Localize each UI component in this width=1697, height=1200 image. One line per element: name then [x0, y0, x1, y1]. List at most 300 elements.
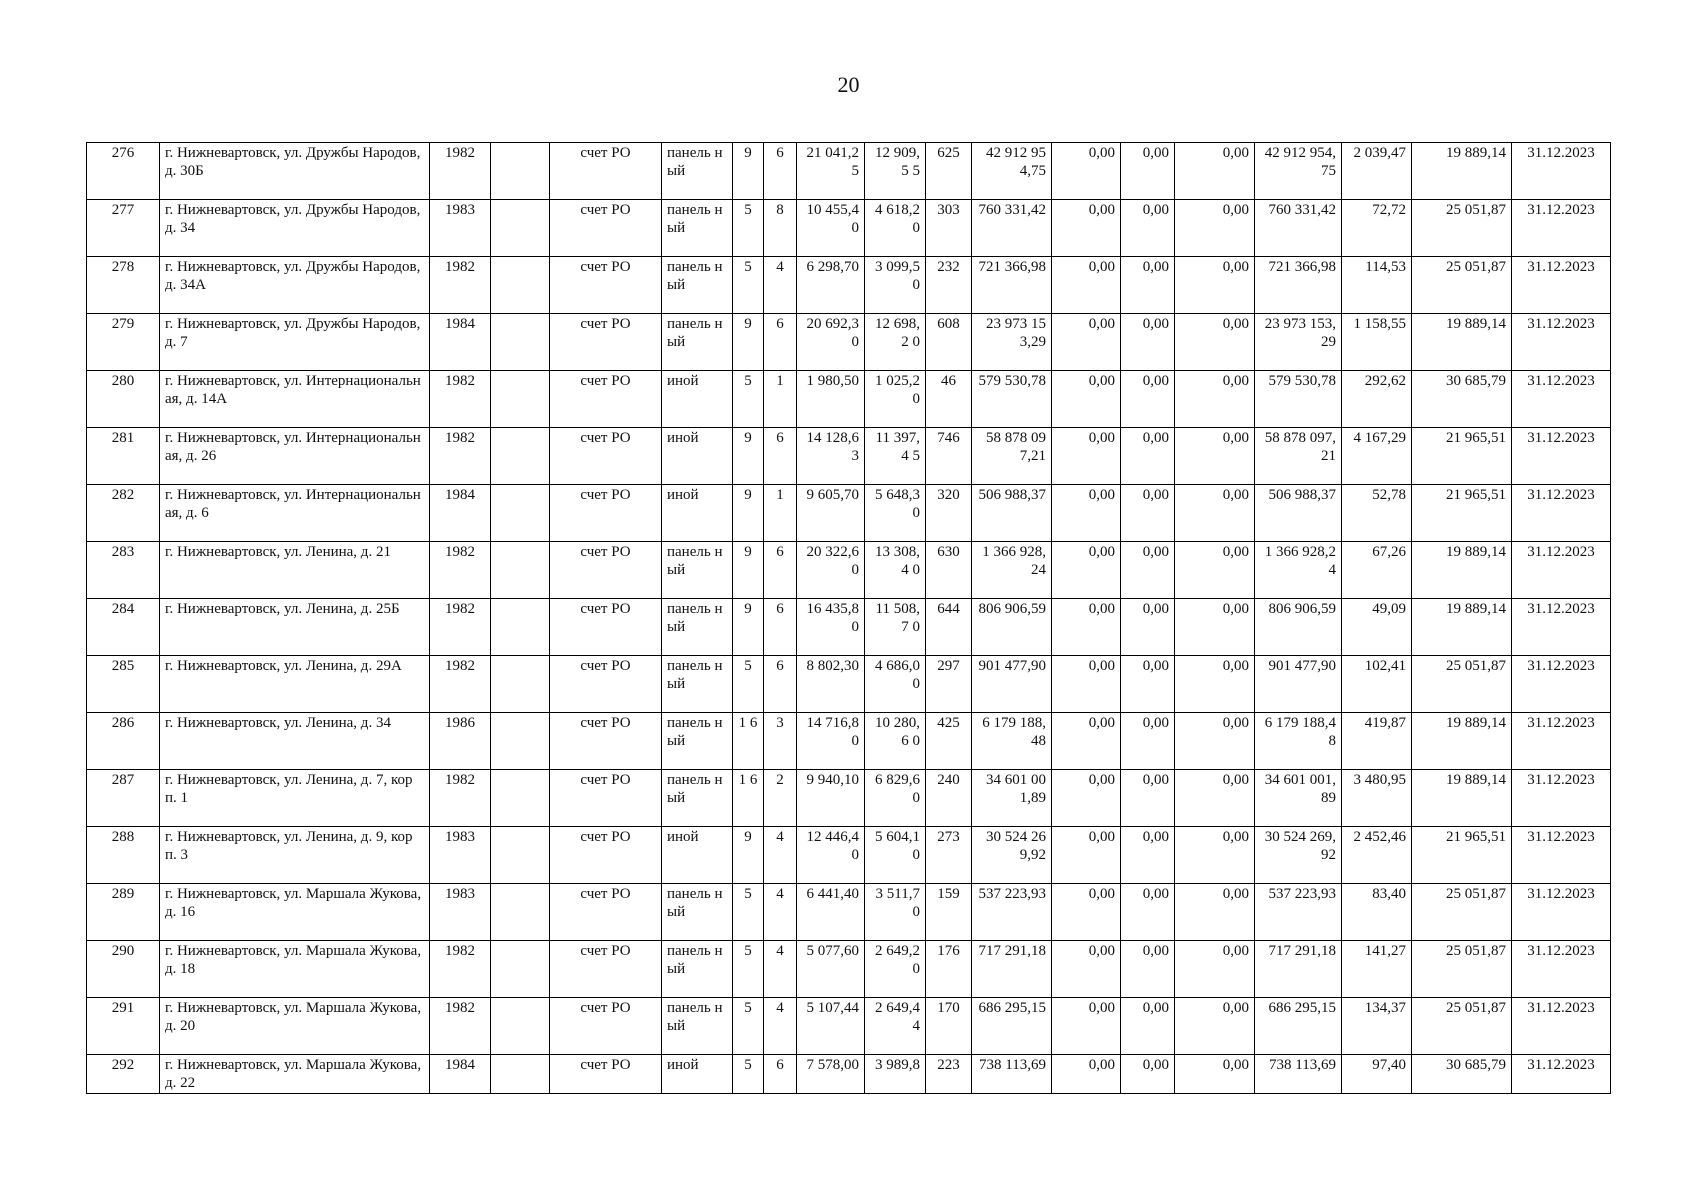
regional-funds-cell: 0,00 — [1121, 770, 1175, 827]
entrances-cell: 6 — [764, 1055, 797, 1094]
commission-year-cell: 1983 — [430, 884, 491, 941]
empty-cell — [491, 1055, 550, 1094]
owners-funds-cell: 537 223,93 — [1255, 884, 1342, 941]
unit-cost-cell: 72,72 — [1342, 200, 1412, 257]
unit-cost-cell: 141,27 — [1342, 941, 1412, 998]
row-number-cell: 288 — [87, 827, 160, 884]
completion-date-cell: 31.12.2023 — [1512, 941, 1611, 998]
limit-cost-cell: 30 685,79 — [1412, 371, 1512, 428]
residents-cell: 176 — [926, 941, 972, 998]
wall-material-cell: панель ный — [662, 998, 733, 1055]
local-funds-cell: 0,00 — [1175, 143, 1255, 200]
completion-date-cell: 31.12.2023 — [1512, 599, 1611, 656]
empty-cell — [491, 827, 550, 884]
address-cell: г. Нижневартовск, ул. Интернациональная, д. 26 — [160, 428, 430, 485]
owners-funds-cell: 6 179 188,48 — [1255, 713, 1342, 770]
federal-funds-cell: 0,00 — [1052, 485, 1121, 542]
page-number: 20 — [837, 72, 860, 97]
empty-cell — [491, 770, 550, 827]
fund-method-cell: счет РО — [550, 998, 662, 1055]
address-cell: г. Нижневартовск, ул. Маршала Жукова, д. 16 — [160, 884, 430, 941]
floors-cell: 5 — [733, 200, 764, 257]
completion-date-cell: 31.12.2023 — [1512, 143, 1611, 200]
residents-cell: 630 — [926, 542, 972, 599]
regional-funds-cell: 0,00 — [1121, 884, 1175, 941]
fund-method-cell: счет РО — [550, 314, 662, 371]
total-area-cell: 9 940,10 — [797, 770, 865, 827]
floors-cell: 5 — [733, 371, 764, 428]
row-number-cell: 279 — [87, 314, 160, 371]
owners-funds-cell: 738 113,69 — [1255, 1055, 1342, 1094]
table-row — [87, 314, 1611, 371]
federal-funds-cell: 0,00 — [1052, 1055, 1121, 1094]
limit-cost-cell: 19 889,14 — [1412, 713, 1512, 770]
registry-table — [86, 142, 1611, 1094]
owners-funds-cell: 34 601 001,89 — [1255, 770, 1342, 827]
limit-cost-cell: 21 965,51 — [1412, 827, 1512, 884]
total-area-cell: 14 128,63 — [797, 428, 865, 485]
premises-area-cell: 12 909,5 5 — [865, 143, 926, 200]
wall-material-cell: панель ный — [662, 542, 733, 599]
unit-cost-cell: 67,26 — [1342, 542, 1412, 599]
federal-funds-cell: 0,00 — [1052, 827, 1121, 884]
total-area-cell: 6 298,70 — [797, 257, 865, 314]
commission-year-cell: 1984 — [430, 314, 491, 371]
address-cell: г. Нижневартовск, ул. Маршала Жукова, д. 22 — [160, 1055, 430, 1094]
limit-cost-cell: 30 685,79 — [1412, 1055, 1512, 1094]
local-funds-cell: 0,00 — [1175, 542, 1255, 599]
fund-method-cell: счет РО — [550, 770, 662, 827]
table-row — [87, 827, 1611, 884]
address-cell: г. Нижневартовск, ул. Интернациональная, д. 6 — [160, 485, 430, 542]
address-cell: г. Нижневартовск, ул. Маршала Жукова, д. 18 — [160, 941, 430, 998]
premises-area-cell: 3 989,8 — [865, 1055, 926, 1094]
regional-funds-cell: 0,00 — [1121, 599, 1175, 656]
residents-cell: 273 — [926, 827, 972, 884]
row-number-cell: 281 — [87, 428, 160, 485]
row-number-cell: 278 — [87, 257, 160, 314]
local-funds-cell: 0,00 — [1175, 713, 1255, 770]
address-cell: г. Нижневартовск, ул. Ленина, д. 7, корп. 1 — [160, 770, 430, 827]
total-area-cell: 7 578,00 — [797, 1055, 865, 1094]
owners-funds-cell: 1 366 928,24 — [1255, 542, 1342, 599]
limit-cost-cell: 19 889,14 — [1412, 143, 1512, 200]
total-cost-cell: 686 295,15 — [972, 998, 1052, 1055]
row-number-cell: 290 — [87, 941, 160, 998]
commission-year-cell: 1982 — [430, 257, 491, 314]
fund-method-cell: счет РО — [550, 1055, 662, 1094]
limit-cost-cell: 25 051,87 — [1412, 257, 1512, 314]
empty-cell — [491, 599, 550, 656]
unit-cost-cell: 2 039,47 — [1342, 143, 1412, 200]
residents-cell: 608 — [926, 314, 972, 371]
total-cost-cell: 738 113,69 — [972, 1055, 1052, 1094]
row-number-cell: 283 — [87, 542, 160, 599]
residents-cell: 746 — [926, 428, 972, 485]
premises-area-cell: 10 280,6 0 — [865, 713, 926, 770]
table-row — [87, 485, 1611, 542]
empty-cell — [491, 143, 550, 200]
regional-funds-cell: 0,00 — [1121, 257, 1175, 314]
commission-year-cell: 1982 — [430, 371, 491, 428]
row-number-cell: 287 — [87, 770, 160, 827]
fund-method-cell: счет РО — [550, 941, 662, 998]
address-cell: г. Нижневартовск, ул. Ленина, д. 21 — [160, 542, 430, 599]
fund-method-cell: счет РО — [550, 257, 662, 314]
completion-date-cell: 31.12.2023 — [1512, 485, 1611, 542]
completion-date-cell: 31.12.2023 — [1512, 428, 1611, 485]
fund-method-cell: счет РО — [550, 542, 662, 599]
premises-area-cell: 3 099,5 0 — [865, 257, 926, 314]
table-row — [87, 542, 1611, 599]
total-cost-cell: 760 331,42 — [972, 200, 1052, 257]
limit-cost-cell: 25 051,87 — [1412, 998, 1512, 1055]
fund-method-cell: счет РО — [550, 428, 662, 485]
table-row — [87, 371, 1611, 428]
limit-cost-cell: 25 051,87 — [1412, 884, 1512, 941]
row-number-cell: 280 — [87, 371, 160, 428]
entrances-cell: 8 — [764, 200, 797, 257]
floors-cell: 5 — [733, 257, 764, 314]
table-row — [87, 200, 1611, 257]
local-funds-cell: 0,00 — [1175, 656, 1255, 713]
total-area-cell: 21 041,25 — [797, 143, 865, 200]
total-area-cell: 14 716,80 — [797, 713, 865, 770]
floors-cell: 9 — [733, 428, 764, 485]
total-cost-cell: 721 366,98 — [972, 257, 1052, 314]
unit-cost-cell: 2 452,46 — [1342, 827, 1412, 884]
floors-cell: 9 — [733, 827, 764, 884]
regional-funds-cell: 0,00 — [1121, 827, 1175, 884]
federal-funds-cell: 0,00 — [1052, 941, 1121, 998]
commission-year-cell: 1986 — [430, 713, 491, 770]
local-funds-cell: 0,00 — [1175, 371, 1255, 428]
fund-method-cell: счет РО — [550, 371, 662, 428]
federal-funds-cell: 0,00 — [1052, 884, 1121, 941]
federal-funds-cell: 0,00 — [1052, 428, 1121, 485]
table-row — [87, 143, 1611, 200]
completion-date-cell: 31.12.2023 — [1512, 371, 1611, 428]
unit-cost-cell: 102,41 — [1342, 656, 1412, 713]
residents-cell: 159 — [926, 884, 972, 941]
floors-cell: 5 — [733, 1055, 764, 1094]
local-funds-cell: 0,00 — [1175, 998, 1255, 1055]
completion-date-cell: 31.12.2023 — [1512, 770, 1611, 827]
address-cell: г. Нижневартовск, ул. Ленина, д. 25Б — [160, 599, 430, 656]
address-cell: г. Нижневартовск, ул. Дружбы Народов, д. 34 — [160, 200, 430, 257]
empty-cell — [491, 428, 550, 485]
limit-cost-cell: 19 889,14 — [1412, 770, 1512, 827]
regional-funds-cell: 0,00 — [1121, 371, 1175, 428]
total-area-cell: 5 107,44 — [797, 998, 865, 1055]
commission-year-cell: 1982 — [430, 770, 491, 827]
total-area-cell: 5 077,60 — [797, 941, 865, 998]
address-cell: г. Нижневартовск, ул. Ленина, д. 9, корп. 3 — [160, 827, 430, 884]
fund-method-cell: счет РО — [550, 485, 662, 542]
address-cell: г. Нижневартовск, ул. Ленина, д. 34 — [160, 713, 430, 770]
local-funds-cell: 0,00 — [1175, 485, 1255, 542]
premises-area-cell: 11 397,4 5 — [865, 428, 926, 485]
unit-cost-cell: 4 167,29 — [1342, 428, 1412, 485]
table-row — [87, 599, 1611, 656]
unit-cost-cell: 134,37 — [1342, 998, 1412, 1055]
local-funds-cell: 0,00 — [1175, 941, 1255, 998]
row-number-cell: 292 — [87, 1055, 160, 1094]
federal-funds-cell: 0,00 — [1052, 713, 1121, 770]
floors-cell: 9 — [733, 314, 764, 371]
unit-cost-cell: 114,53 — [1342, 257, 1412, 314]
owners-funds-cell: 760 331,42 — [1255, 200, 1342, 257]
commission-year-cell: 1984 — [430, 1055, 491, 1094]
table-row — [87, 770, 1611, 827]
wall-material-cell: иной — [662, 428, 733, 485]
total-area-cell: 16 435,80 — [797, 599, 865, 656]
empty-cell — [491, 371, 550, 428]
floors-cell: 5 — [733, 656, 764, 713]
regional-funds-cell: 0,00 — [1121, 1055, 1175, 1094]
entrances-cell: 1 — [764, 485, 797, 542]
commission-year-cell: 1982 — [430, 143, 491, 200]
total-area-cell: 12 446,40 — [797, 827, 865, 884]
fund-method-cell: счет РО — [550, 656, 662, 713]
regional-funds-cell: 0,00 — [1121, 428, 1175, 485]
fund-method-cell: счет РО — [550, 200, 662, 257]
wall-material-cell: панель ный — [662, 599, 733, 656]
table-row — [87, 428, 1611, 485]
empty-cell — [491, 200, 550, 257]
owners-funds-cell: 30 524 269,92 — [1255, 827, 1342, 884]
entrances-cell: 3 — [764, 713, 797, 770]
premises-area-cell: 5 648,3 0 — [865, 485, 926, 542]
unit-cost-cell: 83,40 — [1342, 884, 1412, 941]
total-area-cell: 10 455,40 — [797, 200, 865, 257]
table-row — [87, 713, 1611, 770]
completion-date-cell: 31.12.2023 — [1512, 257, 1611, 314]
floors-cell: 1 6 — [733, 713, 764, 770]
address-cell: г. Нижневартовск, ул. Дружбы Народов, д. 30Б — [160, 143, 430, 200]
wall-material-cell: панель ный — [662, 656, 733, 713]
premises-area-cell: 4 686,0 0 — [865, 656, 926, 713]
floors-cell: 9 — [733, 599, 764, 656]
completion-date-cell: 31.12.2023 — [1512, 1055, 1611, 1094]
regional-funds-cell: 0,00 — [1121, 542, 1175, 599]
floors-cell: 1 6 — [733, 770, 764, 827]
unit-cost-cell: 52,78 — [1342, 485, 1412, 542]
federal-funds-cell: 0,00 — [1052, 770, 1121, 827]
total-cost-cell: 42 912 954,75 — [972, 143, 1052, 200]
wall-material-cell: панель ный — [662, 941, 733, 998]
empty-cell — [491, 542, 550, 599]
row-number-cell: 286 — [87, 713, 160, 770]
total-area-cell: 20 692,30 — [797, 314, 865, 371]
fund-method-cell: счет РО — [550, 713, 662, 770]
row-number-cell: 285 — [87, 656, 160, 713]
floors-cell: 5 — [733, 941, 764, 998]
federal-funds-cell: 0,00 — [1052, 143, 1121, 200]
total-cost-cell: 901 477,90 — [972, 656, 1052, 713]
federal-funds-cell: 0,00 — [1052, 200, 1121, 257]
federal-funds-cell: 0,00 — [1052, 257, 1121, 314]
premises-area-cell: 6 829,6 0 — [865, 770, 926, 827]
residents-cell: 240 — [926, 770, 972, 827]
completion-date-cell: 31.12.2023 — [1512, 200, 1611, 257]
total-cost-cell: 58 878 097,21 — [972, 428, 1052, 485]
table-row — [87, 656, 1611, 713]
premises-area-cell: 3 511,7 0 — [865, 884, 926, 941]
regional-funds-cell: 0,00 — [1121, 998, 1175, 1055]
wall-material-cell: панель ный — [662, 770, 733, 827]
row-number-cell: 276 — [87, 143, 160, 200]
entrances-cell: 4 — [764, 941, 797, 998]
owners-funds-cell: 42 912 954,75 — [1255, 143, 1342, 200]
regional-funds-cell: 0,00 — [1121, 941, 1175, 998]
total-area-cell: 20 322,60 — [797, 542, 865, 599]
residents-cell: 297 — [926, 656, 972, 713]
limit-cost-cell: 25 051,87 — [1412, 200, 1512, 257]
commission-year-cell: 1982 — [430, 428, 491, 485]
completion-date-cell: 31.12.2023 — [1512, 998, 1611, 1055]
federal-funds-cell: 0,00 — [1052, 998, 1121, 1055]
commission-year-cell: 1983 — [430, 200, 491, 257]
empty-cell — [491, 998, 550, 1055]
owners-funds-cell: 23 973 153,29 — [1255, 314, 1342, 371]
residents-cell: 170 — [926, 998, 972, 1055]
total-cost-cell: 23 973 153,29 — [972, 314, 1052, 371]
empty-cell — [491, 656, 550, 713]
table-row — [87, 884, 1611, 941]
wall-material-cell: иной — [662, 371, 733, 428]
local-funds-cell: 0,00 — [1175, 200, 1255, 257]
completion-date-cell: 31.12.2023 — [1512, 656, 1611, 713]
entrances-cell: 4 — [764, 827, 797, 884]
residents-cell: 320 — [926, 485, 972, 542]
owners-funds-cell: 58 878 097,21 — [1255, 428, 1342, 485]
premises-area-cell: 1 025,2 0 — [865, 371, 926, 428]
residents-cell: 625 — [926, 143, 972, 200]
row-number-cell: 291 — [87, 998, 160, 1055]
wall-material-cell: панель ный — [662, 257, 733, 314]
wall-material-cell: иной — [662, 1055, 733, 1094]
premises-area-cell: 13 308,4 0 — [865, 542, 926, 599]
entrances-cell: 6 — [764, 599, 797, 656]
entrances-cell: 6 — [764, 428, 797, 485]
floors-cell: 5 — [733, 884, 764, 941]
total-cost-cell: 6 179 188,48 — [972, 713, 1052, 770]
unit-cost-cell: 3 480,95 — [1342, 770, 1412, 827]
wall-material-cell: панель ный — [662, 314, 733, 371]
commission-year-cell: 1982 — [430, 656, 491, 713]
address-cell: г. Нижневартовск, ул. Ленина, д. 29А — [160, 656, 430, 713]
empty-cell — [491, 941, 550, 998]
total-area-cell: 6 441,40 — [797, 884, 865, 941]
residents-cell: 46 — [926, 371, 972, 428]
total-cost-cell: 717 291,18 — [972, 941, 1052, 998]
floors-cell: 9 — [733, 485, 764, 542]
local-funds-cell: 0,00 — [1175, 770, 1255, 827]
total-cost-cell: 806 906,59 — [972, 599, 1052, 656]
entrances-cell: 1 — [764, 371, 797, 428]
total-area-cell: 1 980,50 — [797, 371, 865, 428]
completion-date-cell: 31.12.2023 — [1512, 884, 1611, 941]
entrances-cell: 6 — [764, 656, 797, 713]
entrances-cell: 4 — [764, 257, 797, 314]
regional-funds-cell: 0,00 — [1121, 143, 1175, 200]
local-funds-cell: 0,00 — [1175, 827, 1255, 884]
regional-funds-cell: 0,00 — [1121, 656, 1175, 713]
premises-area-cell: 4 618,2 0 — [865, 200, 926, 257]
residents-cell: 425 — [926, 713, 972, 770]
commission-year-cell: 1984 — [430, 485, 491, 542]
floors-cell: 9 — [733, 542, 764, 599]
fund-method-cell: счет РО — [550, 884, 662, 941]
wall-material-cell: панель ный — [662, 200, 733, 257]
address-cell: г. Нижневартовск, ул. Маршала Жукова, д. 20 — [160, 998, 430, 1055]
limit-cost-cell: 19 889,14 — [1412, 599, 1512, 656]
federal-funds-cell: 0,00 — [1052, 314, 1121, 371]
empty-cell — [491, 485, 550, 542]
unit-cost-cell: 1 158,55 — [1342, 314, 1412, 371]
premises-area-cell: 2 649,4 4 — [865, 998, 926, 1055]
residents-cell: 223 — [926, 1055, 972, 1094]
residents-cell: 232 — [926, 257, 972, 314]
empty-cell — [491, 713, 550, 770]
premises-area-cell: 2 649,2 0 — [865, 941, 926, 998]
owners-funds-cell: 806 906,59 — [1255, 599, 1342, 656]
owners-funds-cell: 506 988,37 — [1255, 485, 1342, 542]
total-cost-cell: 1 366 928,24 — [972, 542, 1052, 599]
completion-date-cell: 31.12.2023 — [1512, 713, 1611, 770]
fund-method-cell: счет РО — [550, 143, 662, 200]
row-number-cell: 284 — [87, 599, 160, 656]
local-funds-cell: 0,00 — [1175, 599, 1255, 656]
row-number-cell: 289 — [87, 884, 160, 941]
entrances-cell: 2 — [764, 770, 797, 827]
wall-material-cell: иной — [662, 485, 733, 542]
row-number-cell: 282 — [87, 485, 160, 542]
owners-funds-cell: 721 366,98 — [1255, 257, 1342, 314]
total-cost-cell: 537 223,93 — [972, 884, 1052, 941]
premises-area-cell: 12 698,2 0 — [865, 314, 926, 371]
table-row — [87, 941, 1611, 998]
total-area-cell: 8 802,30 — [797, 656, 865, 713]
completion-date-cell: 31.12.2023 — [1512, 827, 1611, 884]
local-funds-cell: 0,00 — [1175, 884, 1255, 941]
total-cost-cell: 579 530,78 — [972, 371, 1052, 428]
owners-funds-cell: 717 291,18 — [1255, 941, 1342, 998]
completion-date-cell: 31.12.2023 — [1512, 542, 1611, 599]
local-funds-cell: 0,00 — [1175, 1055, 1255, 1094]
empty-cell — [491, 884, 550, 941]
residents-cell: 644 — [926, 599, 972, 656]
wall-material-cell: панель ный — [662, 884, 733, 941]
limit-cost-cell: 21 965,51 — [1412, 428, 1512, 485]
address-cell: г. Нижневартовск, ул. Дружбы Народов, д. 34А — [160, 257, 430, 314]
residents-cell: 303 — [926, 200, 972, 257]
regional-funds-cell: 0,00 — [1121, 485, 1175, 542]
limit-cost-cell: 21 965,51 — [1412, 485, 1512, 542]
wall-material-cell: панель ный — [662, 713, 733, 770]
total-cost-cell: 34 601 001,89 — [972, 770, 1052, 827]
fund-method-cell: счет РО — [550, 827, 662, 884]
completion-date-cell: 31.12.2023 — [1512, 314, 1611, 371]
federal-funds-cell: 0,00 — [1052, 656, 1121, 713]
wall-material-cell: иной — [662, 827, 733, 884]
row-number-cell: 277 — [87, 200, 160, 257]
regional-funds-cell: 0,00 — [1121, 200, 1175, 257]
premises-area-cell: 11 508,7 0 — [865, 599, 926, 656]
federal-funds-cell: 0,00 — [1052, 371, 1121, 428]
premises-area-cell: 5 604,1 0 — [865, 827, 926, 884]
